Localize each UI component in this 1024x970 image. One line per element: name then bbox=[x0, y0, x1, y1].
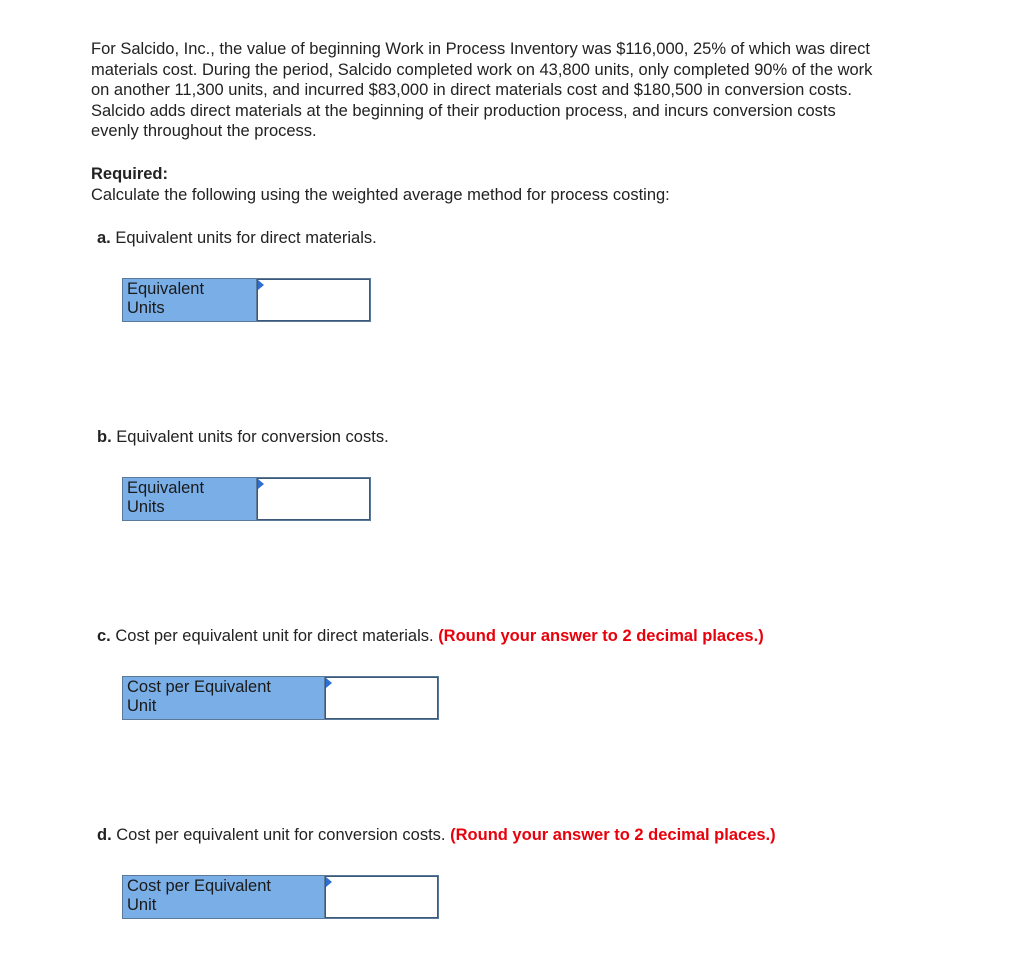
problem-statement bbox=[91, 39, 961, 142]
part-d-text: Cost per equivalent unit for conversion costs. bbox=[116, 826, 446, 844]
answer-label-line: Equivalent bbox=[127, 479, 205, 497]
part-c-rounding-note: (Round your answer to 2 decimal places.) bbox=[438, 627, 764, 645]
problem-line: For Salcido, Inc., the value of beginning Work in Process Inventory was $116,000, 25% of which was direct bbox=[91, 40, 870, 58]
part-d-letter: d. bbox=[97, 826, 112, 844]
problem-line: Salcido adds direct materials at the beginning of their production process, and incurs conversion costs bbox=[91, 101, 836, 120]
answer-label-line: Units bbox=[127, 299, 165, 317]
answer-label-line: Unit bbox=[127, 697, 157, 715]
part-c-cost-per-unit-input[interactable] bbox=[326, 678, 437, 718]
part-c-answer-label bbox=[123, 677, 325, 719]
part-a-question bbox=[97, 228, 377, 248]
part-b-answer-label bbox=[123, 478, 257, 520]
part-c-question bbox=[97, 626, 764, 646]
cell-flag-icon bbox=[326, 877, 332, 887]
problem-line: on another 11,300 units, and incurred $83,000 in direct materials cost and $180,500 in conversion costs. bbox=[91, 81, 853, 100]
required-heading: Required: bbox=[91, 165, 169, 183]
part-a-answer-row bbox=[122, 278, 371, 322]
part-b-question bbox=[97, 427, 389, 447]
part-d-rounding-note: (Round your answer to 2 decimal places.) bbox=[450, 826, 776, 844]
part-b-letter: b. bbox=[97, 428, 112, 446]
problem-line: evenly throughout the process. bbox=[91, 122, 317, 141]
part-d-input-cell bbox=[325, 876, 438, 918]
answer-label-line: Equivalent bbox=[127, 280, 205, 298]
cell-flag-icon bbox=[258, 479, 264, 489]
part-a-input-cell bbox=[257, 279, 370, 321]
answer-label-line: Cost per Equivalent bbox=[127, 877, 271, 895]
part-a-equivalent-units-input[interactable] bbox=[258, 280, 369, 320]
part-a-text: Equivalent units for direct materials. bbox=[115, 229, 377, 247]
problem-line: materials cost. During the period, Salcido completed work on 43,800 units, only completed 90% of the work bbox=[91, 60, 873, 79]
part-c-input-cell bbox=[325, 677, 438, 719]
answer-label-line: Cost per Equivalent bbox=[127, 678, 271, 696]
part-b-input-cell bbox=[257, 478, 370, 520]
part-b-answer-row bbox=[122, 477, 371, 521]
part-c-text: Cost per equivalent unit for direct materials. bbox=[115, 627, 434, 645]
part-d-question bbox=[97, 825, 776, 845]
part-d-cost-per-unit-input[interactable] bbox=[326, 877, 437, 917]
part-a-answer-label bbox=[123, 279, 257, 321]
part-d-answer-row bbox=[122, 875, 439, 919]
answer-label-line: Units bbox=[127, 498, 165, 516]
part-c-letter: c. bbox=[97, 627, 111, 645]
part-d-answer-label bbox=[123, 876, 325, 918]
part-b-equivalent-units-input[interactable] bbox=[258, 479, 369, 519]
part-a-letter: a. bbox=[97, 229, 111, 247]
cell-flag-icon bbox=[326, 678, 332, 688]
cell-flag-icon bbox=[258, 280, 264, 290]
part-b-text: Equivalent units for conversion costs. bbox=[116, 428, 389, 446]
answer-label-line: Unit bbox=[127, 896, 157, 914]
required-instructions: Calculate the following using the weighted average method for process costing: bbox=[91, 186, 670, 204]
part-c-answer-row bbox=[122, 676, 439, 720]
